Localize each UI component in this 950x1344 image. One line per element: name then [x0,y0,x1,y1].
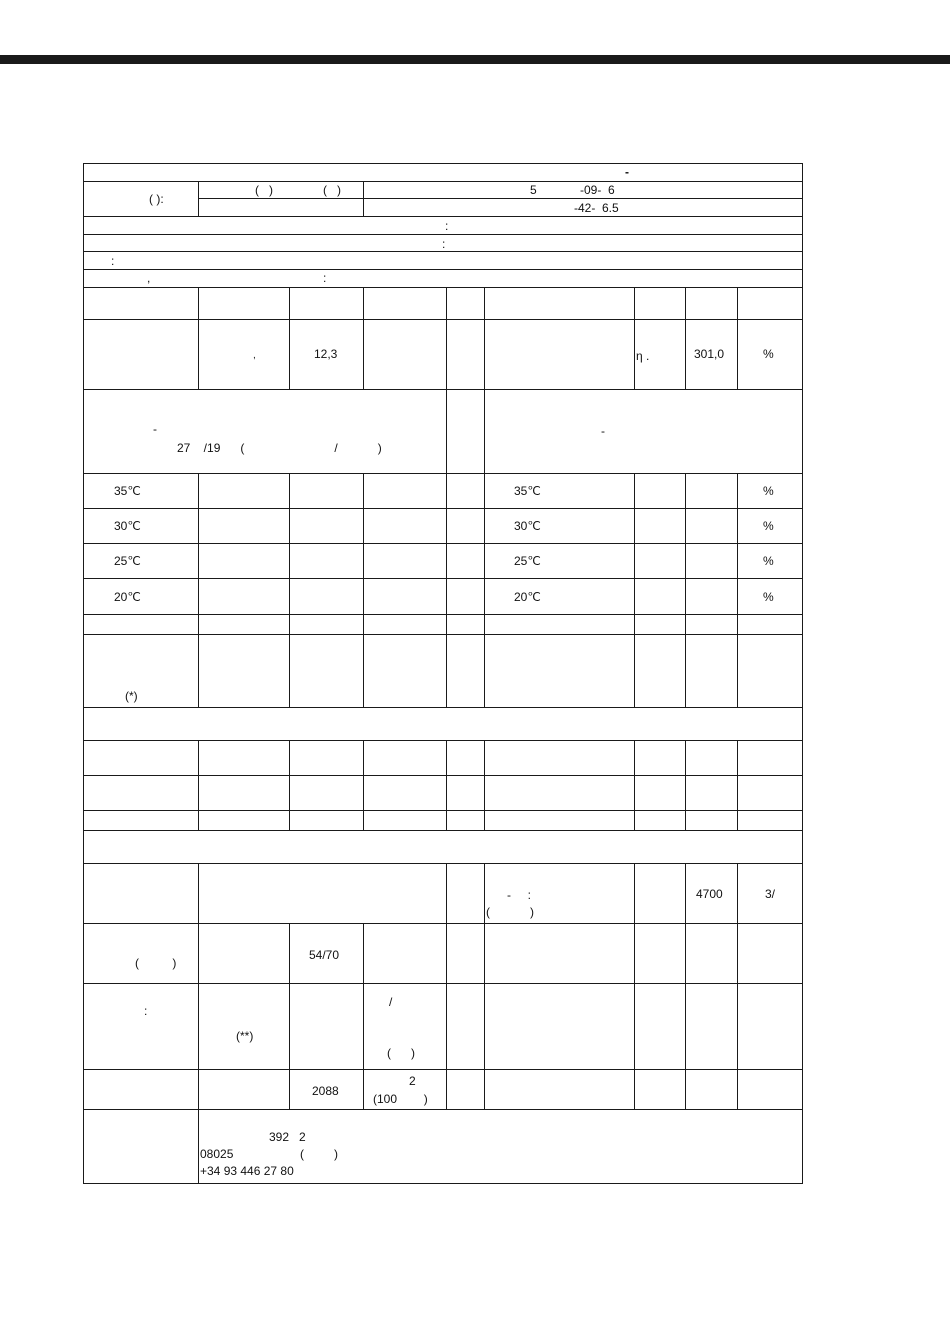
contact-line-1: 392 2 [269,1130,306,1144]
refrigerant-double-asterisk: (**) [236,1029,254,1043]
spec-dot-mark: , [253,350,256,361]
header-paren-pair-2: ( ) [323,183,341,197]
rule-line [685,863,686,1109]
temp-label-left: 20℃ [114,590,141,604]
rule-line [83,234,803,235]
rule-line [198,863,199,1109]
rule-line [83,707,803,708]
rule-line [685,287,686,389]
temp-label-right: 25℃ [514,554,541,568]
efficiency-value: 301,0 [694,347,725,361]
rule-line [289,740,290,830]
eta-symbol: η . [636,349,650,363]
refrigerant-paren: ( ) [387,1046,415,1060]
rule-line [289,473,290,707]
rule-line [83,163,803,164]
refrigerant-colon: : [144,1004,148,1018]
rule-line [484,473,485,707]
rule-line [83,923,803,924]
rule-line [363,473,364,707]
rule-line [634,863,635,1109]
rule-line [83,216,803,217]
rule-line [83,810,803,811]
colon-row-1: : [445,219,449,233]
rule-line [289,287,290,389]
rule-line [198,287,199,389]
rule-line [634,287,635,389]
noise-paren: ( ) [135,956,177,970]
header-dash-mark: - [625,165,629,179]
rule-line [83,287,803,288]
rule-line [83,543,803,544]
rule-line [484,389,485,473]
rule-line [83,740,803,741]
airflow-value: 4700 [696,887,723,901]
temp-unit: % [763,554,774,568]
efficiency-unit: % [763,347,774,361]
temp-label-right: 35℃ [514,484,541,498]
rule-line [685,473,686,707]
model-code-line-1: 5 -09- 6 [530,183,615,197]
rule-line [198,1109,199,1184]
rule-line [83,319,803,320]
rule-line [83,269,803,270]
rule-line [83,1183,803,1184]
rule-line [83,1109,803,1110]
airflow-dash-colon: - : [507,888,531,902]
refrigerant-slash: / [389,995,393,1009]
temp-label-left: 35℃ [114,484,141,498]
rule-line [83,614,803,615]
rule-line [363,287,364,389]
rule-line [83,163,84,1184]
noise-value: 54/70 [309,948,340,962]
rule-line [363,923,364,1109]
conditions-left-dash: - [153,422,157,436]
rule-line [446,740,447,830]
temp-unit: % [763,484,774,498]
rule-line [363,740,364,830]
rule-line [83,389,803,390]
rule-line [289,923,290,1109]
model-code-line-2: -42- 6.5 [574,201,619,215]
rule-line [83,830,803,831]
rule-line [83,1069,803,1070]
rule-line [83,634,803,635]
rule-line [198,181,199,216]
colon-row-2: : [442,237,446,251]
airflow-unit: 3/ [765,887,776,901]
temp-label-left: 30℃ [114,519,141,533]
rule-line [83,578,803,579]
rule-line [83,508,803,509]
gwp-value: 2088 [312,1084,339,1098]
rule-line [634,740,635,830]
comma-mark: , [147,271,151,285]
rule-line [363,181,364,216]
rule-line [198,740,199,830]
temp-label-right: 30℃ [514,519,541,533]
rule-line [83,775,803,776]
rule-line [484,863,485,1109]
rule-line [737,863,738,1109]
rule-line [83,181,803,182]
rule-line [737,740,738,830]
gwp-basis: (100 ) [373,1092,428,1106]
colon-row-4: : [323,271,327,285]
airflow-paren: ( ) [486,905,534,919]
product-information-table [83,163,803,1184]
header-paren-pair-1: ( ) [255,183,273,197]
rule-line [83,251,803,252]
temp-label-right: 20℃ [514,590,541,604]
conditions-left-line: 27 /19 ( / ) [177,441,382,455]
contact-line-2: 08025 ( ) [200,1147,339,1161]
conditions-right-dash: - [601,424,605,438]
colon-row-3: : [111,254,115,268]
contact-phone: +34 93 446 27 80 [200,1164,294,1178]
temp-label-left: 25℃ [114,554,141,568]
rule-line [484,287,485,389]
temp-unit: % [763,519,774,533]
rule-line [685,740,686,830]
rule-line [83,473,803,474]
top-rule [0,55,950,64]
rule-line [737,287,738,389]
rule-line [446,287,447,708]
model-label: ( ): [149,192,164,206]
rule-line [446,863,447,1109]
rule-line [198,473,199,707]
temp-unit: % [763,590,774,604]
rule-line [83,863,803,864]
asterisk-note: (*) [125,689,138,703]
rule-line [737,473,738,707]
rule-line [484,740,485,830]
capacity-value: 12,3 [314,347,338,361]
rule-line [198,198,803,199]
rule-line [83,983,803,984]
gwp-superscript: 2 [409,1074,416,1088]
rule-line [802,163,803,1184]
rule-line [634,473,635,707]
